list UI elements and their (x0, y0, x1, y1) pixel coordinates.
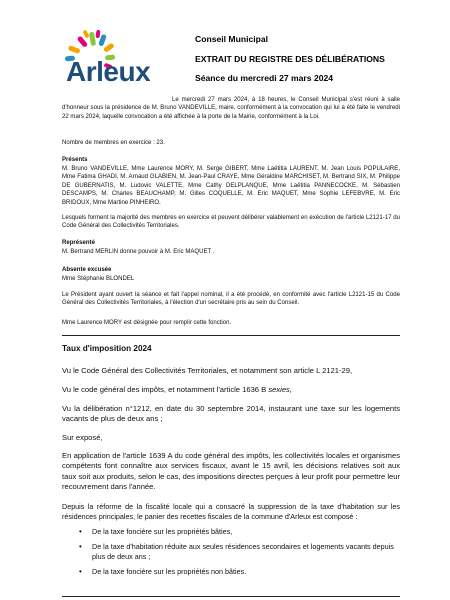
deliberation-title: Taux d'imposition 2024 (62, 344, 152, 353)
bullet-icon: • (79, 542, 82, 551)
application-paragraph: En application de l'article 1639 A du code général des impôts, les collectivités locales et organismes compétents font connaître aux services fiscaux, avant le 15 avril, les décisions relatives soit aux taux soit aux produits, selon le cas, des impositions directes perçues à leur profit pour permettre leur recouvrement dans l'année. (62, 451, 400, 492)
president-statement: Le Président ayant ouvert la séance et fait l'appel nominal, il a été procédé, en conformité avec l'article L2121-15 du Code Général des Collectivités Territoriales, à l'élection d'un secrétaire pris au sein du Conseil. (62, 292, 400, 307)
absent-heading: Absente excusée (62, 267, 112, 273)
footer-divider (62, 596, 400, 597)
legal-basis-2-text: Vu le code général des impôts, et notamment l'article 1636 B (62, 385, 269, 394)
absent-list: Mme Stéphanie BLONDEL (62, 276, 135, 282)
bullet-icon: • (79, 527, 82, 536)
quorum-note: Lesquels forment la majorité des membres en exercice et peuvent délibérer valablement en exécution de l'article L2121-17 du Code Général des Collectivités Territoriales. (62, 215, 400, 230)
register-extract-title: EXTRAIT DU REGISTRE DES DÉLIBÉRATIONS (195, 54, 385, 64)
legal-basis-2-italic: sexies, (268, 385, 292, 394)
tax-basket-list (62, 527, 400, 582)
legal-basis-2 (62, 385, 400, 395)
legal-basis-1: Vu le Code Général des Collectivités Territoriales, et notamment son article L 2121-29, (62, 366, 353, 375)
represented-list: M. Bertrand MERLIN donne pouvoir à M. Eric MAQUET . (62, 249, 215, 255)
fiscal-reform-paragraph: Depuis la réforme de la fiscalité locale qui a consacré la suppression de la taxe d'habitation sur les résidences principales, le panier des recettes fiscales de la commune d'Arleux est composé : (62, 502, 400, 521)
section-divider (62, 335, 400, 336)
bullet-icon: • (79, 567, 82, 576)
intro-paragraph: Le mercredi 27 mars 2024, à 18 heures, le Conseil Municipal s'est réuni à salle d'honneur sous la présidence de M. Bruno VANDEVILLE, maire, conformément à la convocation qui lui a été faite le vendredi 22 mars 2024, laquelle convocation a été affichée à la porte de la Mairie, conformément à la Loi. (62, 97, 400, 120)
list-item-text: De la taxe foncière sur les propriétés bâties, (92, 527, 233, 536)
present-heading: Présents (62, 157, 88, 163)
session-date: Séance du mercredi 27 mars 2024 (195, 73, 334, 83)
sur-expose: Sur exposé, (62, 433, 103, 442)
logo-wordmark: Arleux (66, 56, 151, 87)
arleux-logo (60, 30, 172, 98)
represented-heading: Représenté (62, 240, 95, 246)
list-item-text: De la taxe foncière sur les propriétés non bâties. (92, 567, 247, 576)
secretary-designation: Mme Laurence MORY est désignée pour remplir cette fonction. (62, 320, 232, 326)
members-count: Nombre de membres en exercice : 23. (62, 140, 165, 146)
council-title: Conseil Municipal (195, 34, 269, 44)
list-item (62, 567, 400, 577)
present-list: M. Bruno VANDEVILLE, Mme Laurence MORY, M. Serge GIBERT, Mme Laëtitia LAURENT, M. Jean Louis POPULAIRE, Mme Fatima GHADI, M. Arnaud GLABIEN, M. Jean-Paul CRAYE, Mme Géraldine MARCHISET, M. Bertrand SIX, M. Philippe DE GUBERNATIS, M. Ludovic VALETTE, Mme Cathy DELPLANQUE, Mme Laëtitia PANNECOCKE, M. Sébastien DESCAMPS, M. Charles BEAUCHAMP, M. Gilles COQUELLE, M. Eric MAQUET, Mme Sophie LEFEBVRE, M. Eric BRIDOUX, Mme Martine PINHEIRO. (62, 166, 400, 206)
list-item (62, 527, 400, 537)
legal-basis-3: Vu la délibération n°1212, en date du 30 septembre 2014, instaurant une taxe sur les logements vacants de plus de deux ans ; (62, 404, 400, 424)
list-item (62, 542, 400, 562)
list-item-text: De la taxe d'habitation réduite aux seules résidences secondaires et logements vacants depuis plus de deux ans ; (92, 542, 394, 561)
